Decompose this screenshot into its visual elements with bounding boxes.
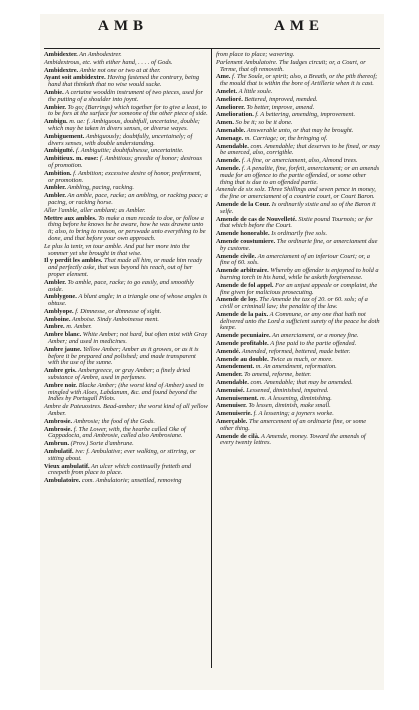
entry-definition: Yellow Amber; Amber as it growes, or as it is before it be prepared and polished; and made transparent with the use of the sunne. bbox=[48, 345, 199, 367]
dictionary-entry bbox=[44, 309, 208, 316]
entry-headword: Amende profitable. bbox=[216, 340, 269, 348]
entry-definition: Answerable unto, or that may be brought. bbox=[245, 126, 354, 134]
dictionary-entry bbox=[44, 324, 208, 331]
entry-definition: f. A lessening; a joyners worke. bbox=[252, 410, 334, 418]
entry-definition: Ambling, pacing, racking. bbox=[65, 184, 134, 192]
entry-definition: com. Amendable; that deserves to be fined, or may be amerced, also, corrigible. bbox=[220, 142, 380, 157]
entry-definition: The ordinarie fine, or amerciament due by custome. bbox=[220, 237, 378, 252]
entry-definition: An amerciament, or a money fine. bbox=[270, 332, 359, 340]
running-head-left: AMB bbox=[98, 18, 148, 34]
entry-headword: Amende. bbox=[216, 157, 241, 165]
dictionary-entry bbox=[216, 128, 380, 135]
dictionary-entry bbox=[216, 403, 380, 410]
entry-headword: Ayant soit ambidextre. bbox=[44, 74, 106, 82]
entry-headword: Amenuisement. bbox=[216, 394, 259, 402]
entry-definition: Amende de six solz. Three Shillings and seven pence in money, the fine or amerciament of a countrie court, or Court Baron. bbox=[216, 186, 376, 201]
dictionary-entry bbox=[216, 231, 380, 238]
entry-headword: Amerçable. bbox=[216, 418, 248, 426]
dictionary-entry bbox=[216, 74, 380, 88]
entry-definition: Bettered, improved, mended. bbox=[242, 95, 318, 103]
dictionary-entry bbox=[44, 119, 208, 133]
entry-headword: Ambition. bbox=[44, 169, 72, 177]
dictionary-entry bbox=[216, 268, 380, 282]
dictionary-entry bbox=[216, 89, 380, 96]
entry-definition: Ambidextrous, etc. with either hand, . . . . of Gods. bbox=[44, 58, 173, 66]
entry-definition: f. The Lower, with, the hearbe called Oke of Cappadocia, and Ambrosie, called also Ambrosiane. bbox=[48, 425, 186, 440]
entry-headword: Ambler. bbox=[44, 184, 66, 192]
dictionary-entry bbox=[216, 312, 380, 332]
dictionary-entry bbox=[44, 208, 208, 215]
dictionary-entry bbox=[44, 294, 208, 308]
running-head bbox=[40, 18, 384, 42]
dictionary-entry bbox=[216, 144, 380, 158]
dictionary-entry bbox=[216, 341, 380, 348]
entry-definition: To lessen, diminish, make small. bbox=[246, 402, 331, 410]
entry-definition: Ambie not one or two at at ther. bbox=[78, 66, 161, 74]
entry-definition: A fine paid to the partie offended. bbox=[268, 340, 357, 348]
entry-definition: m. An amendment, reformation. bbox=[254, 363, 337, 371]
entry-definition: An amerciament of an inferiour Court; or, a fine of 60. sols. bbox=[220, 252, 370, 267]
entry-headword: Amendé. bbox=[216, 347, 241, 355]
dictionary-entry bbox=[44, 441, 208, 448]
entry-definition: m. ue: f. Ambiguous, doubtfull, uncertaine, double; which may be taken in divers senses, or diverse wayes. bbox=[48, 118, 200, 132]
dictionary-entry bbox=[44, 258, 208, 278]
entry-definition: A Commune, or any one that hath not delivered unto the Lord a sufficient surety of the peace he doth keepe. bbox=[220, 310, 380, 332]
entry-headword: Ambre jaune. bbox=[44, 345, 82, 353]
entry-headword: Amelioration. bbox=[216, 111, 254, 119]
entry-headword: Ambidexter. bbox=[44, 51, 78, 58]
entry-definition: m. A lessening, diminishing. bbox=[258, 394, 332, 402]
dictionary-entry bbox=[216, 97, 380, 104]
dictionary-entry bbox=[216, 120, 380, 127]
entry-headword: Mettre aux ambles. bbox=[44, 214, 97, 222]
entry-headword: Ambre gris. bbox=[44, 367, 77, 375]
dictionary-entry bbox=[44, 464, 208, 478]
entry-headword: Amenuisé. bbox=[216, 386, 245, 394]
entry-headword: Vieux ambulatif. bbox=[44, 462, 90, 470]
dictionary-entry bbox=[216, 187, 380, 201]
dictionary-entry bbox=[216, 202, 380, 216]
dictionary-entry bbox=[216, 158, 380, 165]
entry-definition: f. A penaltie, fine, forfeit, amerciament; or an amends made for an offence to the partie offended, or some other thing that is due to an offended partie. bbox=[220, 164, 380, 186]
dictionary-entry bbox=[44, 193, 208, 207]
dictionary-entry bbox=[216, 388, 380, 395]
dictionary-entry bbox=[216, 105, 380, 112]
entry-definition: So be it; so be it done. bbox=[233, 119, 293, 127]
entry-headword: Amblyope. bbox=[44, 307, 74, 315]
entry-headword: Amenable. bbox=[216, 126, 246, 134]
entry-headword: Amboine. bbox=[44, 315, 71, 323]
dictionary-entry bbox=[216, 283, 380, 297]
left-column bbox=[44, 52, 208, 486]
dictionary-entry bbox=[44, 148, 208, 155]
entry-definition: Sixtie pound Tournois; or for that which before the Court. bbox=[220, 215, 373, 230]
entry-headword: Ambulatif. bbox=[44, 448, 74, 456]
dictionary-entry bbox=[216, 136, 380, 143]
entry-definition: An amble, pace, racke; an ambling, or racking pace; a pacing, or racking horse. bbox=[48, 192, 208, 206]
entry-headword: Amende au double. bbox=[216, 355, 269, 363]
dictionary-entry bbox=[44, 105, 208, 119]
dictionary-entry bbox=[44, 185, 208, 192]
dictionary-entry bbox=[216, 254, 380, 268]
entry-definition: from place to place; wavering. bbox=[216, 51, 295, 58]
entry-headword: Il y perdit les ambles. bbox=[44, 257, 103, 265]
entry-headword: Amende de la Cour. bbox=[216, 200, 271, 208]
entry-headword: Amelioré. bbox=[216, 95, 243, 103]
entry-headword: Ambrosie. bbox=[44, 425, 73, 433]
dictionary-entry bbox=[216, 217, 380, 231]
dictionary-entry bbox=[44, 134, 208, 148]
entry-headword: Ambler. bbox=[44, 192, 66, 200]
column-divider bbox=[211, 48, 212, 668]
entry-definition: Lessened, diminished, impaired. bbox=[244, 386, 329, 394]
entry-headword: Amende de cas de Nouvelleté. bbox=[216, 215, 297, 223]
dictionary-entry bbox=[44, 427, 208, 441]
entry-definition: Aller l'amble, aller amblant; as Ambler. bbox=[44, 206, 146, 214]
entry-definition: The amercement of an ordinarie fine, or some other thing. bbox=[220, 418, 367, 432]
entry-headword: Ambier. bbox=[44, 103, 66, 111]
entry-definition: f. Ambitious; greedie of honor; desirous of promotion. bbox=[48, 155, 202, 169]
entry-definition: com. Ambulatorie; unsettled, removing bbox=[80, 477, 182, 485]
dictionary-entry bbox=[216, 364, 380, 371]
entry-headword: Amenuiser. bbox=[216, 402, 247, 410]
dictionary-entry bbox=[216, 396, 380, 403]
right-column bbox=[216, 52, 380, 448]
entry-headword: Amende. bbox=[216, 164, 241, 172]
entry-headword: Amende honorable. bbox=[216, 230, 270, 238]
entry-definition: The Amende the tax of 20. or 60. sols; of a civill or criminall law; the penaltie of the law. bbox=[220, 296, 368, 311]
entry-definition: Is ordinarily sixtie and so of the Baron it selfe. bbox=[220, 200, 376, 215]
entry-definition: Having fastened the contrary, being hand that thinketh that no wise would sucke. bbox=[48, 74, 200, 89]
dictionary-entry bbox=[216, 349, 380, 356]
dictionary-entry bbox=[216, 357, 380, 364]
entry-definition: An Ambodextrer. bbox=[77, 51, 122, 58]
dictionary-entry bbox=[216, 112, 380, 119]
entry-definition: For an unjust appeale or complaint, the fine given for malicious prosecuting. bbox=[220, 281, 378, 296]
dictionary-entry bbox=[44, 280, 208, 294]
dictionary-entry bbox=[216, 434, 380, 448]
entry-definition: Is ordinarily five sols. bbox=[269, 230, 328, 238]
entry-headword: Ambiguement. bbox=[44, 132, 85, 140]
entry-definition: To amble, pace, racke; to go easily, and smoothly aside. bbox=[48, 278, 194, 293]
entry-definition: Ambergreece, or gray Amber; a finely dried substance of Ambre, used in perfumes. bbox=[48, 367, 191, 382]
dictionary-entry bbox=[44, 75, 208, 89]
dictionary-entry bbox=[44, 368, 208, 382]
dictionary-entry bbox=[216, 411, 380, 418]
dictionary-entry bbox=[44, 383, 208, 403]
dictionary-entry bbox=[216, 297, 380, 311]
dictionary-entry bbox=[44, 317, 208, 324]
entry-definition: To make a man recede to doe, or follow a thing before he knows he be aware, how he was drawne unto it; also, to bring to reason, or perswade unto everything to be done, and that before your own approach. bbox=[48, 214, 206, 242]
entry-headword: Amende de cilà. bbox=[216, 432, 260, 440]
entry-headword: Ambre blanc. bbox=[44, 331, 82, 339]
dictionary-entry bbox=[44, 419, 208, 426]
entry-definition: A little soule. bbox=[237, 87, 273, 95]
dictionary-entry bbox=[44, 478, 208, 485]
entry-headword: Amende pecuniaire. bbox=[216, 332, 271, 340]
entry-headword: Ame. bbox=[216, 73, 231, 81]
entry-headword: Ambler. bbox=[44, 278, 66, 286]
entry-definition: f. Ambition; excessive desire of honor, preferment, or promotion. bbox=[48, 169, 202, 184]
entry-headword: Ambidextre. bbox=[44, 66, 79, 74]
entry-definition: f. A fine, or amerciament, also, Almond trees. bbox=[240, 157, 358, 165]
header-rule bbox=[44, 48, 380, 49]
entry-headword: Ambrosie. bbox=[44, 417, 73, 425]
dictionary-entry bbox=[44, 244, 208, 258]
dictionary-entry bbox=[44, 90, 208, 104]
entry-headword: Amendable. bbox=[216, 379, 249, 387]
entry-definition: An ulcer which continually fretteth and creepeth from place to place. bbox=[48, 462, 192, 477]
entry-headword: Amendable. bbox=[216, 142, 249, 150]
entry-headword: Ambitieux. m. euse: bbox=[44, 155, 99, 163]
entry-headword: Amelet. bbox=[216, 87, 238, 95]
dictionary-entry bbox=[44, 60, 208, 67]
entry-definition: ive: f. Ambulative; ever walking, or stirring, or sitting about. bbox=[48, 448, 196, 462]
dictionary-entry bbox=[44, 171, 208, 185]
entry-definition: m. Carriage; or, the bringing of. bbox=[243, 134, 328, 142]
entry-definition: (Prov.) Sorte d'ambrune. bbox=[69, 440, 134, 448]
entry-headword: Amende arbitraire. bbox=[216, 267, 269, 275]
entry-headword: Amende de la paix. bbox=[216, 310, 269, 318]
dictionary-entry bbox=[216, 372, 380, 379]
dictionary-entry bbox=[216, 333, 380, 340]
entry-headword: Amende civile. bbox=[216, 252, 257, 260]
entry-headword: Amende de loy. bbox=[216, 296, 258, 304]
entry-definition: m. Amber. bbox=[64, 323, 92, 331]
entry-definition: Ambiguously; doubtfully, uncertainely; of divers senses, with double understanding. bbox=[48, 132, 193, 147]
dictionary-entry bbox=[216, 380, 380, 387]
entry-definition: A blunt angle; in a triangle one of whose angles is obtuse. bbox=[48, 293, 208, 308]
entry-headword: Amblygone. bbox=[44, 293, 77, 301]
entry-headword: Amende coustumiere. bbox=[216, 237, 276, 245]
entry-definition: Blacke Amber; (the worst kind of Amber) used in mingled with Aloes, Labdanum, &c. and found beyond the Indies by Portugall Pilots. bbox=[48, 381, 204, 403]
entry-definition: To better, improve, amend. bbox=[244, 103, 315, 111]
entry-definition: Parlement Ambulatoire. The Iudges circuit; or, a Court, or Terme, that oft removeth. bbox=[216, 58, 366, 73]
entry-definition: That made all him, or made him ready and perfectly aske, that was beyond his reach, out of her proper element. bbox=[48, 257, 203, 278]
entry-definition: Le plus la tenir, vn tour amble. And put her more into the sommer yet she brought in that wise. bbox=[44, 242, 190, 257]
entry-headword: Ambulatoire. bbox=[44, 477, 81, 485]
entry-definition: Amboise. Sindy Amboinesse ment. bbox=[70, 315, 159, 323]
entry-headword: Ambrun. bbox=[44, 440, 70, 448]
dictionary-entry bbox=[44, 347, 208, 367]
entry-headword: Ambre noir. bbox=[44, 381, 78, 389]
entry-definition: com. Amendable; that may be amended. bbox=[248, 379, 353, 387]
entry-headword: Amenage. bbox=[216, 134, 244, 142]
entry-definition: White Amber; not hard, but often mixt with Gray Amber; and used in medicines. bbox=[48, 331, 208, 346]
entry-definition: f. The Soule, or spirit; also, a Breath, or the pith thereof; the mould that is within the bore of Artillerie when it is cast. bbox=[220, 73, 378, 88]
entry-definition: f. A bettering, amending, improvement. bbox=[253, 111, 356, 119]
entry-definition: Amended, reformed, bettered, made better. bbox=[240, 347, 351, 355]
entry-headword: Ambie. bbox=[44, 88, 64, 96]
entry-definition: f. Ambiguitie; doubtfulnesse, uncertaintie. bbox=[74, 147, 184, 155]
entry-headword: Ambiguïté. bbox=[44, 147, 75, 155]
dictionary-entry bbox=[216, 60, 380, 74]
dictionary-entry bbox=[44, 449, 208, 463]
entry-headword: Ambre. bbox=[44, 323, 65, 331]
dictionary-page bbox=[40, 14, 384, 690]
entry-headword: Amender. bbox=[216, 371, 243, 379]
entry-definition: A Amende, money. Toward the amends of every twenty lettres. bbox=[220, 432, 366, 447]
entry-definition: Ambre de Pateuostres. Bead-amber; the worst kind of all yellow Amber. bbox=[44, 403, 208, 418]
entry-definition: f. Dimnesse, or dimnesse of sight. bbox=[73, 307, 162, 315]
dictionary-entry bbox=[44, 68, 208, 75]
dictionary-entry bbox=[216, 239, 380, 253]
entry-definition: Ambrosie; the food of the Gods. bbox=[72, 417, 156, 425]
dictionary-entry bbox=[44, 216, 208, 243]
entry-definition: To go; (Barrings) which together for to give a least, to to be fors at the surface for someone of the other piece of side. bbox=[48, 103, 208, 118]
dictionary-entry bbox=[216, 52, 380, 59]
dictionary-entry bbox=[216, 166, 380, 186]
entry-definition: Twice as much, or more. bbox=[268, 355, 333, 363]
entry-definition: Whereby an offender is enjoyned to hold a burning torch in his hand, while he asketh forgivenesse. bbox=[220, 267, 379, 281]
entry-definition: A certaine wooddin instrument of two pieces, used for the putting of a shoulder into joynt. bbox=[48, 88, 203, 103]
running-head-right: AME bbox=[274, 18, 324, 34]
entry-headword: Ambigu. bbox=[44, 118, 68, 126]
entry-headword: Amen. bbox=[216, 119, 234, 127]
entry-headword: Amenuiserie. bbox=[216, 410, 253, 418]
dictionary-entry bbox=[216, 419, 380, 433]
dictionary-entry bbox=[44, 404, 208, 418]
dictionary-entry bbox=[44, 52, 208, 59]
entry-headword: Amendement. bbox=[216, 363, 255, 371]
entry-headword: Amende de fol appel. bbox=[216, 281, 274, 289]
dictionary-entry bbox=[44, 156, 208, 170]
dictionary-entry bbox=[44, 332, 208, 346]
entry-definition: To amend, reforme, better. bbox=[242, 371, 312, 379]
entry-headword: Ameliorer. bbox=[216, 103, 245, 111]
